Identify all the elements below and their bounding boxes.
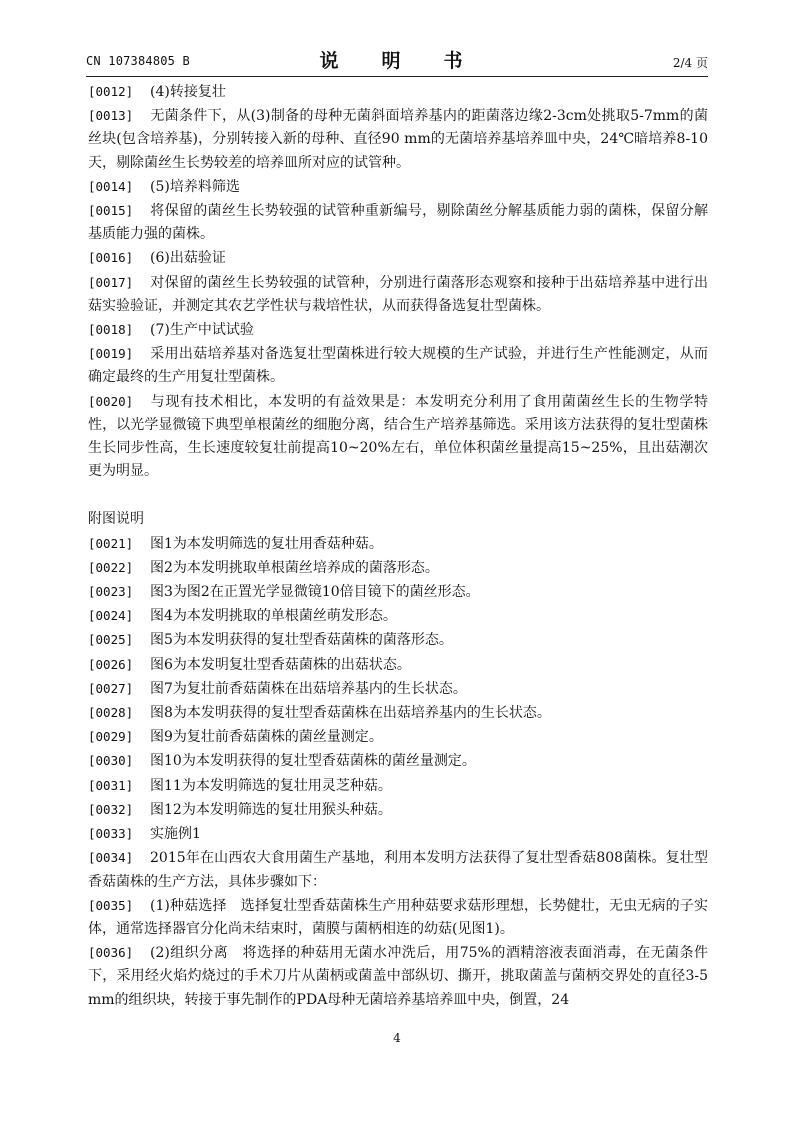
paragraph-number: [0032]: [88, 801, 134, 817]
paragraph-number: [0016]: [88, 250, 134, 266]
paragraph: [88, 604, 708, 628]
paragraph-text: 图9为复壮前香菇菌株的菌丝量测定。: [150, 729, 383, 746]
section-title: 附图说明: [88, 511, 144, 528]
paragraph-text: (1)种菇选择 选择复壮型香菇菌株生产用种菇要求菇形理想，长势健壮，无虫无病的子实体，通常选择器官分化尚未结束时，菌膜与菌柄相连的幼菇(见图1)。: [88, 897, 708, 937]
paragraph-text: 图3为图2在正置光学显微镜10倍目镜下的菌丝形态。: [150, 584, 480, 601]
paragraph-text: 与现有技术相比，本发明的有益效果是：本发明充分利用了食用菌菌丝生长的生物学特性，以光学显微镜下典型单根菌丝的细胞分离，结合生产培养基筛选。采用该方法获得的复壮型菌株生长同步性高，生长速度较复壮前提高10~20%左右，单位体积菌丝量提高15~25%，且出菇潮次更为明显。: [88, 393, 708, 480]
paragraph-text: 图8为本发明获得的复壮型香菇菌株在出菇培养基内的生长状态。: [150, 705, 551, 722]
paragraph-text: 将保留的菌丝生长势较强的试管种重新编号，剔除菌丝分解基质能力弱的菌株，保留分解基质能力强的菌株。: [88, 203, 708, 243]
document-title: 说 明 书: [319, 50, 475, 72]
paragraph-text: 图10为本发明获得的复壮型香菇菌株的菌丝量测定。: [150, 753, 476, 770]
paragraph-text: 图11为本发明筛选的复壮用灵芝种菇。: [150, 777, 392, 794]
paragraph-number: [0012]: [88, 84, 134, 99]
paragraph: [88, 532, 708, 556]
paragraph: [88, 725, 708, 749]
paragraph: [88, 390, 708, 484]
paragraph-number: [0023]: [88, 584, 134, 600]
paragraph-number: [0030]: [88, 753, 134, 769]
section-spacer: [88, 483, 708, 506]
paragraph-number: [0034]: [88, 850, 134, 866]
paragraph-text: (2)组织分离 将选择的种菇用无菌水冲洗后，用75%的酒精溶液表面消毒，在无菌条件下，采用经火焰灼烧过的手术刀片从菌柄或菌盖中部纵切、撕开，挑取菌盖与菌柄交界处的直径3-5 mm的组织块，转接于事先制作的PDA母种无菌培养基培养皿中央，倒置，24: [88, 945, 708, 1008]
paragraph-number: [0036]: [88, 945, 134, 961]
paragraph: [88, 894, 708, 941]
paragraph: [88, 80, 708, 104]
paragraph-number: [0027]: [88, 680, 134, 696]
paragraph-number: [0035]: [88, 897, 134, 913]
paragraph-number: [0015]: [88, 203, 134, 219]
paragraph: [88, 580, 708, 604]
paragraph-text: (4)转接复壮: [150, 84, 226, 100]
paragraph-number: [0024]: [88, 608, 134, 624]
paragraph-group-b: [88, 532, 708, 1012]
paragraph-text: 实施例1: [150, 826, 201, 843]
patent-number: CN 107384805 B: [86, 54, 190, 68]
paragraph-number: [0028]: [88, 705, 134, 721]
paragraph-number: [0031]: [88, 777, 134, 793]
paragraph-number: [0013]: [88, 108, 134, 124]
paragraph-number: [0020]: [88, 393, 134, 409]
paragraph: [88, 774, 708, 798]
paragraph-text: (7)生产中试试验: [150, 322, 254, 339]
paragraph: [88, 846, 708, 893]
document-body: [88, 80, 708, 1012]
paragraph: [88, 318, 708, 342]
paragraph-text: 图7为复壮前香菇菌株在出菇培养基内的生长状态。: [150, 680, 467, 697]
paragraph: [88, 701, 708, 725]
paragraph-number: [0033]: [88, 826, 134, 842]
paragraph-text: 图6为本发明复壮型香菇菌株的出菇状态。: [150, 656, 411, 673]
paragraph-number: [0019]: [88, 346, 134, 362]
paragraph-number: [0022]: [88, 559, 134, 575]
paragraph: [88, 556, 708, 580]
page-indicator: 2/4 页: [672, 56, 708, 70]
paragraph: [88, 342, 708, 389]
paragraph: [88, 798, 708, 822]
paragraph: [88, 104, 708, 175]
paragraph-number: [0026]: [88, 656, 134, 672]
paragraph-number: [0017]: [88, 274, 134, 290]
paragraph-number: [0029]: [88, 729, 134, 745]
paragraph-group-a: [88, 80, 708, 483]
paragraph-number: [0025]: [88, 632, 134, 648]
paragraph: [88, 677, 708, 701]
paragraph: [88, 246, 708, 270]
paragraph-number: [0018]: [88, 322, 134, 338]
paragraph: [88, 628, 708, 652]
paragraph: [88, 199, 708, 246]
paragraph: [88, 749, 708, 773]
paragraph: [88, 175, 708, 199]
header-rule: [86, 76, 708, 77]
paragraph-number: [0014]: [88, 178, 134, 194]
paragraph-text: 图2为本发明挑取单根菌丝培养成的菌落形态。: [150, 559, 439, 576]
paragraph-text: 图4为本发明挑取的单根菌丝萌发形态。: [150, 608, 397, 625]
paragraph-number: [0021]: [88, 535, 134, 551]
paragraph-text: 2015年在山西农大食用菌生产基地，利用本发明方法获得了复壮型香菇808菌株。复壮型香菇菌株的生产方法，具体步骤如下：: [88, 850, 708, 890]
paragraph-text: (5)培养料筛选: [150, 178, 240, 195]
paragraph-text: 图12为本发明筛选的复壮用猴头种菇。: [150, 801, 392, 818]
page-header: [86, 44, 708, 74]
paragraph-text: 无菌条件下，从(3)制备的母种无菌斜面培养基内的距菌落边缘2-3cm处挑取5-7mm的菌丝块(包含培养基)，分别转接入新的母种、直径90 mm的无菌培养基培养皿中央，24℃暗培养8-10天，剔除菌丝生长势较差的培养皿所对应的试管种。: [88, 108, 708, 171]
paragraph: [88, 653, 708, 677]
page-number: 4: [393, 1031, 401, 1045]
paragraph-text: 采用出菇培养基对备选复壮型菌株进行较大规模的生产试验，并进行生产性能测定，从而确定最终的生产用复壮型菌株。: [88, 346, 708, 386]
paragraph-text: 图5为本发明获得的复壮型香菇菌株的菌落形态。: [150, 632, 453, 649]
paragraph: [88, 271, 708, 318]
paragraph-text: 对保留的菌丝生长势较强的试管种，分别进行菌落形态观察和接种于出菇培养基中进行出菇实验验证，并测定其农艺学性状与栽培性状，从而获得备选复壮型菌株。: [88, 274, 708, 314]
paragraph: [88, 822, 708, 846]
paragraph: [88, 941, 708, 1012]
paragraph-text: (6)出菇验证: [150, 250, 226, 267]
paragraph-text: 图1为本发明筛选的复壮用香菇种菇。: [150, 535, 383, 552]
